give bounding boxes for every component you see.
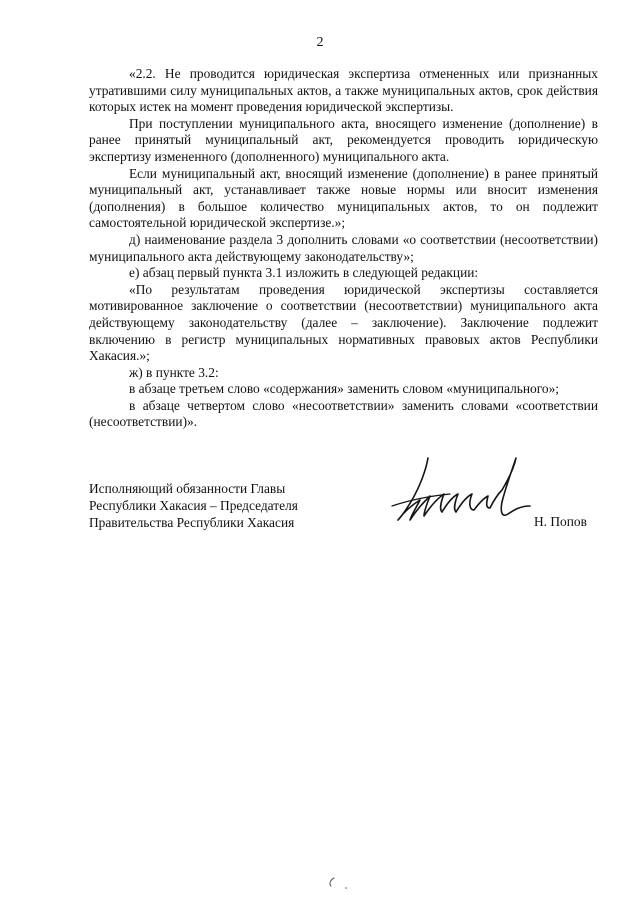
- paragraph: в абзаце третьем слово «содержания» заменить словом «муниципального»;: [129, 381, 559, 397]
- signatory-title-line: Исполняющий обязанности Главы: [89, 481, 286, 496]
- signatory-title-line: Правительства Республики Хакасия: [89, 515, 295, 531]
- scan-artifact-mark: [322, 872, 352, 892]
- signatory-title-line: Республики Хакасия – Председателя: [89, 498, 298, 514]
- paragraph: е) абзац первый пункта 3.1 изложить в следующей редакции:: [129, 265, 479, 281]
- paragraph: Если муниципальный акт, вносящий изменение (дополнение) в ранее принятый муниципальный акт, устанавливает также новые нормы или вносит изменения (дополнения) в большое количество муниципальных актов, то он подлежит самостоятельной юридической экспертизе.»;: [89, 165, 598, 231]
- paragraph: в абзаце четвертом слово «несоответствии» заменить словами «соответствии (несоответствии)».: [89, 397, 598, 430]
- paragraph: д) наименование раздела 3 дополнить словами «о соответствии (несоответствии) муниципального акта действующему законодательству»;: [89, 231, 598, 264]
- signatory-title: [89, 480, 298, 532]
- paragraph: ж) в пункте 3.2:: [129, 364, 219, 380]
- signatory-name: Н. Попов: [534, 514, 587, 529]
- paragraph: При поступлении муниципального акта, вносящего изменение (дополнение) в ранее принятый муниципальный акт, рекомендуется проводить юридическую экспертизу измененного (дополненного) муниципального акта.: [89, 115, 598, 164]
- document-body: [89, 66, 598, 431]
- handwritten-signature: [390, 450, 545, 530]
- page-number: 2: [316, 35, 324, 50]
- paragraph: «По результатам проведения юридической экспертизы составляется мотивированное заключение о соответствии (несоответствии) муниципального акта действующему законодательству (далее – заключение). Заключение подлежит включению в регистр муниципальных нормативных правовых актов Республики Хакасия.»;: [89, 281, 598, 364]
- signature-block: [89, 480, 598, 540]
- paragraph: «2.2. Не проводится юридическая экспертиза отмененных или признанных утратившими силу муниципальных актов, а также муниципальных актов, срок действия которых истек на момент проведения юридической экспертизы.: [89, 66, 598, 115]
